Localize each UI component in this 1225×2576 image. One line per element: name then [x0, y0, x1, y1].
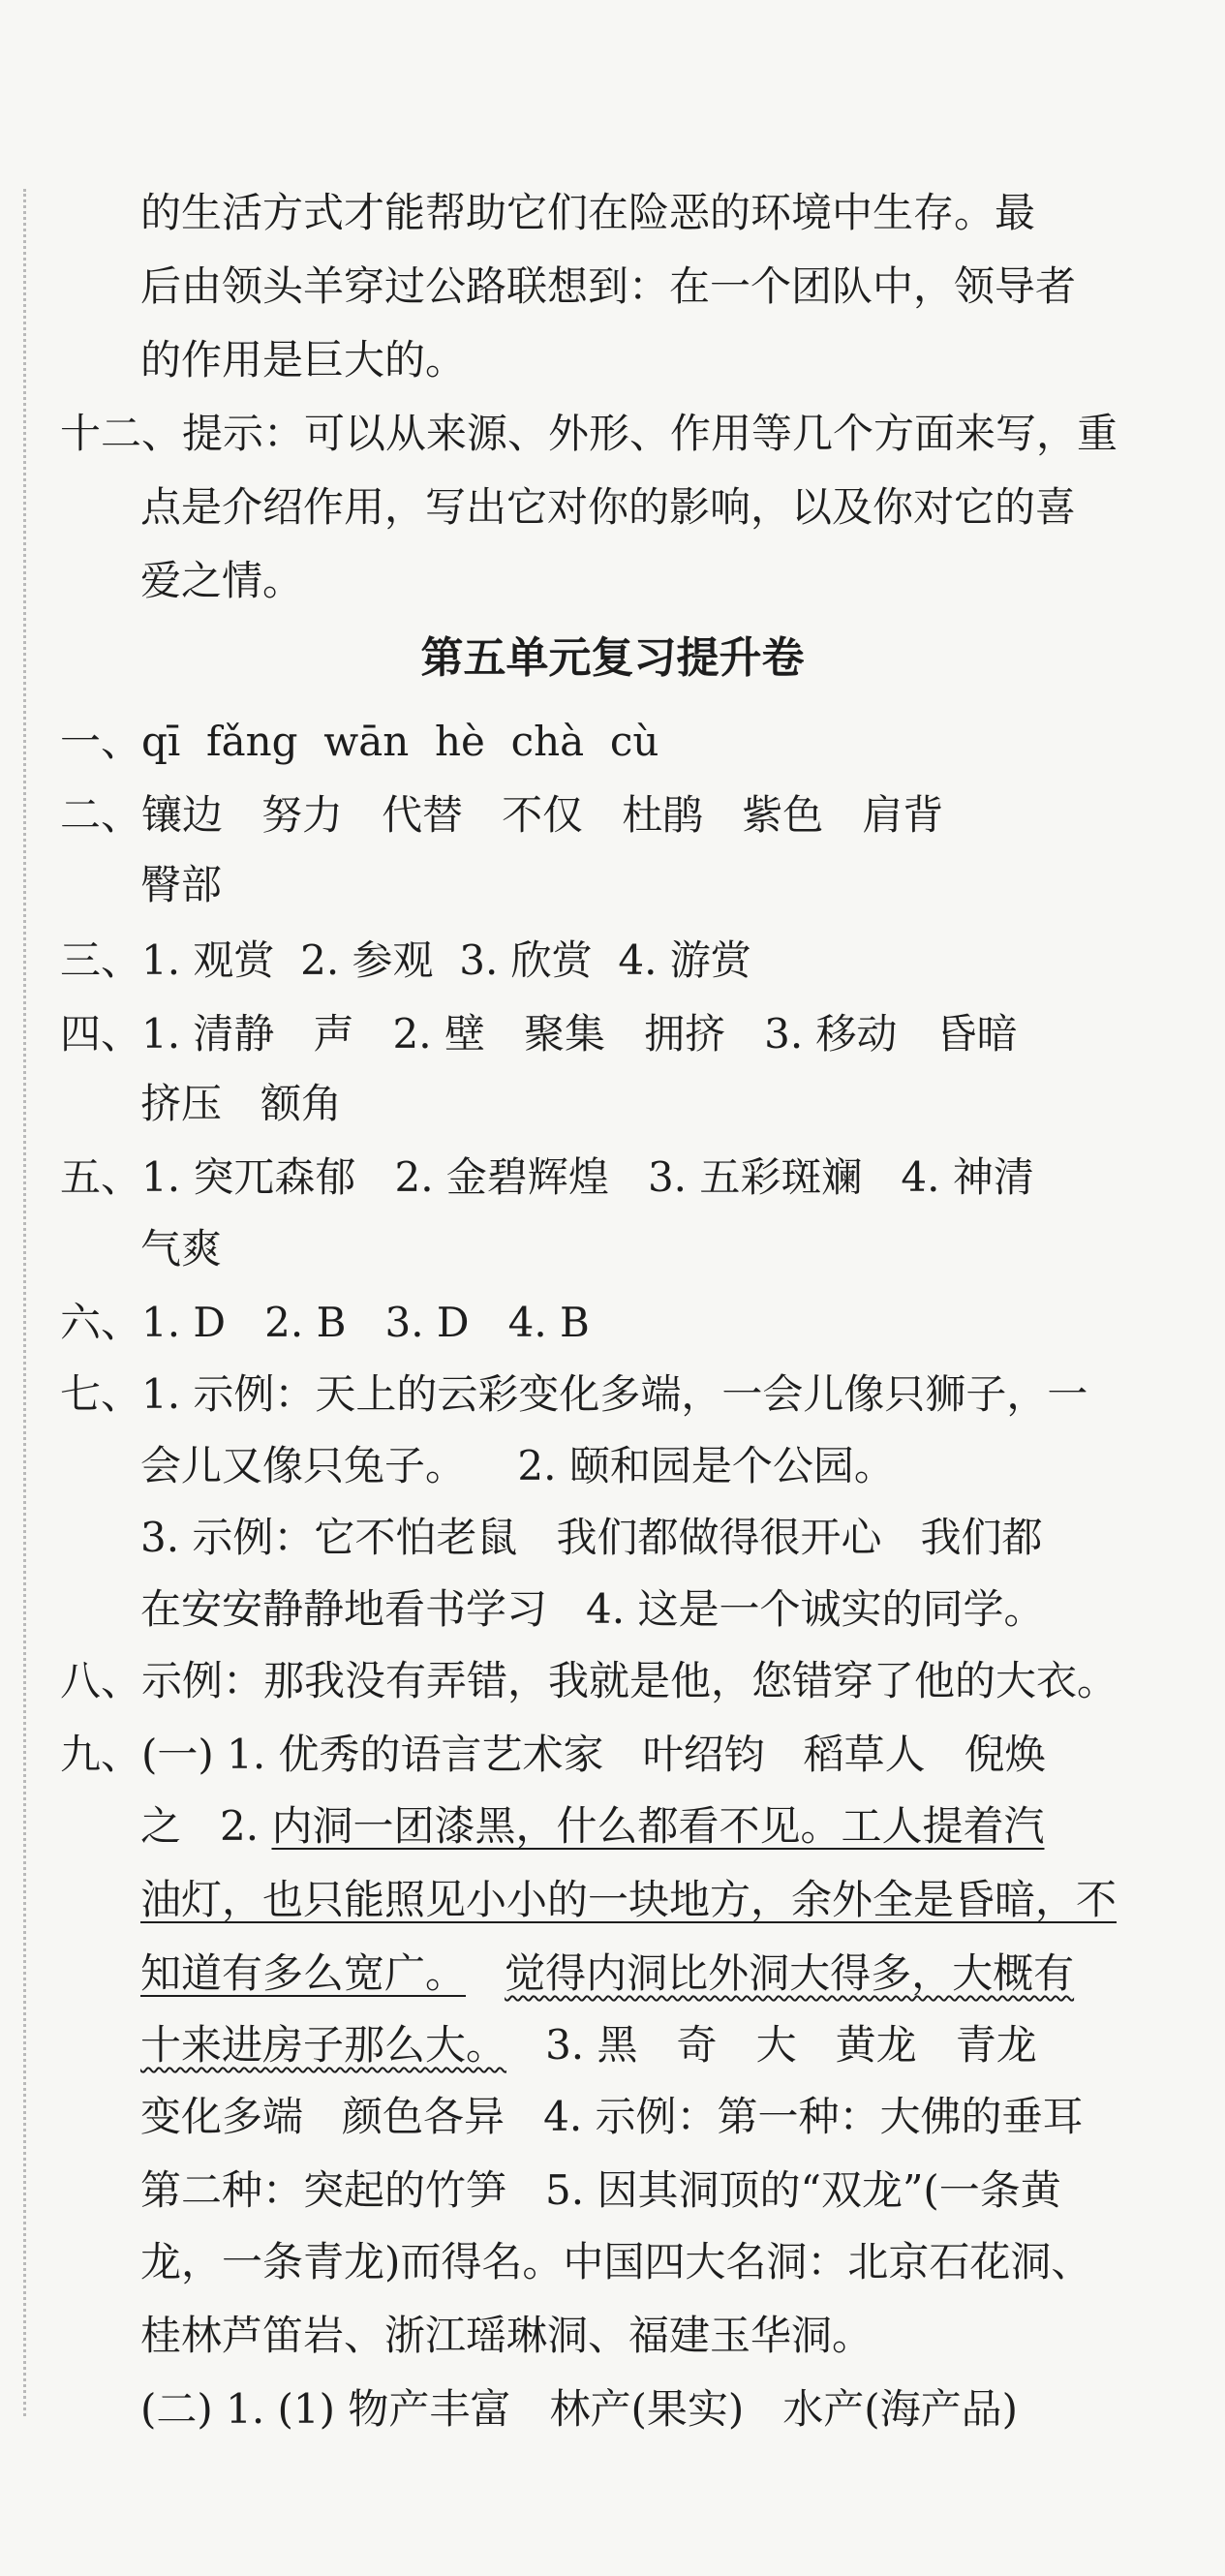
prev-answer-line-1: 的生活方式才能帮助它们在险恶的环境中生存。最: [140, 189, 1036, 236]
q9-line-6: 变化多端 颜色各异 4. 示例：第一种：大佛的垂耳: [140, 2093, 1084, 2140]
q9-underlined-sentence-part-2: 油灯，也只能照见小小的一块地方，余外全是昏暗，不: [140, 1876, 1118, 1923]
q2-line-1: 二、镶边 努力 代替 不仅 杜鹃 紫色 肩背: [60, 791, 944, 839]
q7-line-2: 会儿又像只兔子。 2. 颐和园是个公园。: [140, 1442, 895, 1489]
q9-line-2: [140, 1797, 1128, 1855]
q9-line-9: 桂林芦笛岩、浙江瑶琳洞、福建玉华洞。: [140, 2312, 873, 2359]
q1-answer: 一、qī fǎng wān hè chà cù: [60, 718, 659, 765]
q12-line-1: 十二、提示：可以从来源、外形、作用等几个方面来写，重: [60, 410, 1118, 457]
q12-line-3: 爱之情。: [140, 557, 304, 604]
q7-line-3: 3. 示例：它不怕老鼠 我们都做得很开心 我们都: [140, 1514, 1043, 1561]
prev-answer-line-2: 后由领头羊穿过公路联想到：在一个团队中，领导者: [140, 262, 1077, 310]
q12-line-2: 点是介绍作用，写出它对你的影响，以及你对它的喜: [140, 483, 1077, 531]
q2-line-2: 臀部: [140, 861, 223, 908]
q9-line-4: [140, 1945, 1128, 2003]
section-title: 第五单元复习提升卷: [420, 633, 805, 683]
q9-underlined-sentence-part-3: 知道有多么宽广。: [140, 1949, 467, 1997]
q9-line-8: 龙，一条青龙)而得名。中国四大名洞：北京石花洞、: [140, 2238, 1092, 2285]
q9-line-5-rest: 3. 黑 奇 大 黄龙 青龙: [506, 2021, 1037, 2069]
q9-line-10: (二) 1. (1) 物产丰富 林产(果实) 水产(海产品): [140, 2385, 1019, 2433]
q9-underlined-sentence-part-1: 内洞一团漆黑，什么都看不见。工人提着汽: [271, 1802, 1045, 1850]
q4-line-2: 挤压 额角: [140, 1080, 343, 1127]
q5-line-2: 气爽: [140, 1225, 223, 1273]
q5-line-1: 五、1. 突兀森郁 2. 金碧辉煌 3. 五彩斑斓 4. 神清: [60, 1153, 1034, 1201]
q6-answer: 六、1. D 2. B 3. D 4. B: [60, 1299, 590, 1346]
prev-answer-line-3: 的作用是巨大的。: [140, 336, 467, 383]
q9-wavy-sentence-part-1: 觉得内洞比外洞大得多，大概有: [505, 1949, 1075, 1997]
q3-answer: 三、1. 观赏 2. 参观 3. 欣赏 4. 游赏: [60, 936, 751, 984]
q9-line-4-spacer: [466, 1949, 505, 1997]
q9-wavy-sentence-part-2: 十来进房子那么大。: [140, 2021, 507, 2069]
q9-line-2-lead: 之 2.: [140, 1802, 272, 1850]
q9-line-5: [140, 2016, 1128, 2074]
q9-line-3: [140, 1871, 1128, 1929]
q9-line-7: 第二种：突起的竹笋 5. 因其洞顶的“双龙”(一条黄: [140, 2166, 1061, 2214]
q4-line-1: 四、1. 清静 声 2. 壁 聚集 拥挤 3. 移动 昏暗: [60, 1010, 1018, 1058]
q9-line-1: 九、(一) 1. 优秀的语言艺术家 叶绍钧 稻草人 倪焕: [60, 1731, 1046, 1778]
binding-margin-line: [23, 189, 26, 2416]
q7-line-1: 七、1. 示例：天上的云彩变化多端，一会儿像只狮子，一: [60, 1370, 1088, 1418]
q7-line-4: 在安安静静地看书学习 4. 这是一个诚实的同学。: [140, 1585, 1045, 1633]
q8-answer: 八、示例：那我没有弄错，我就是他，您错穿了他的大衣。: [60, 1657, 1118, 1704]
